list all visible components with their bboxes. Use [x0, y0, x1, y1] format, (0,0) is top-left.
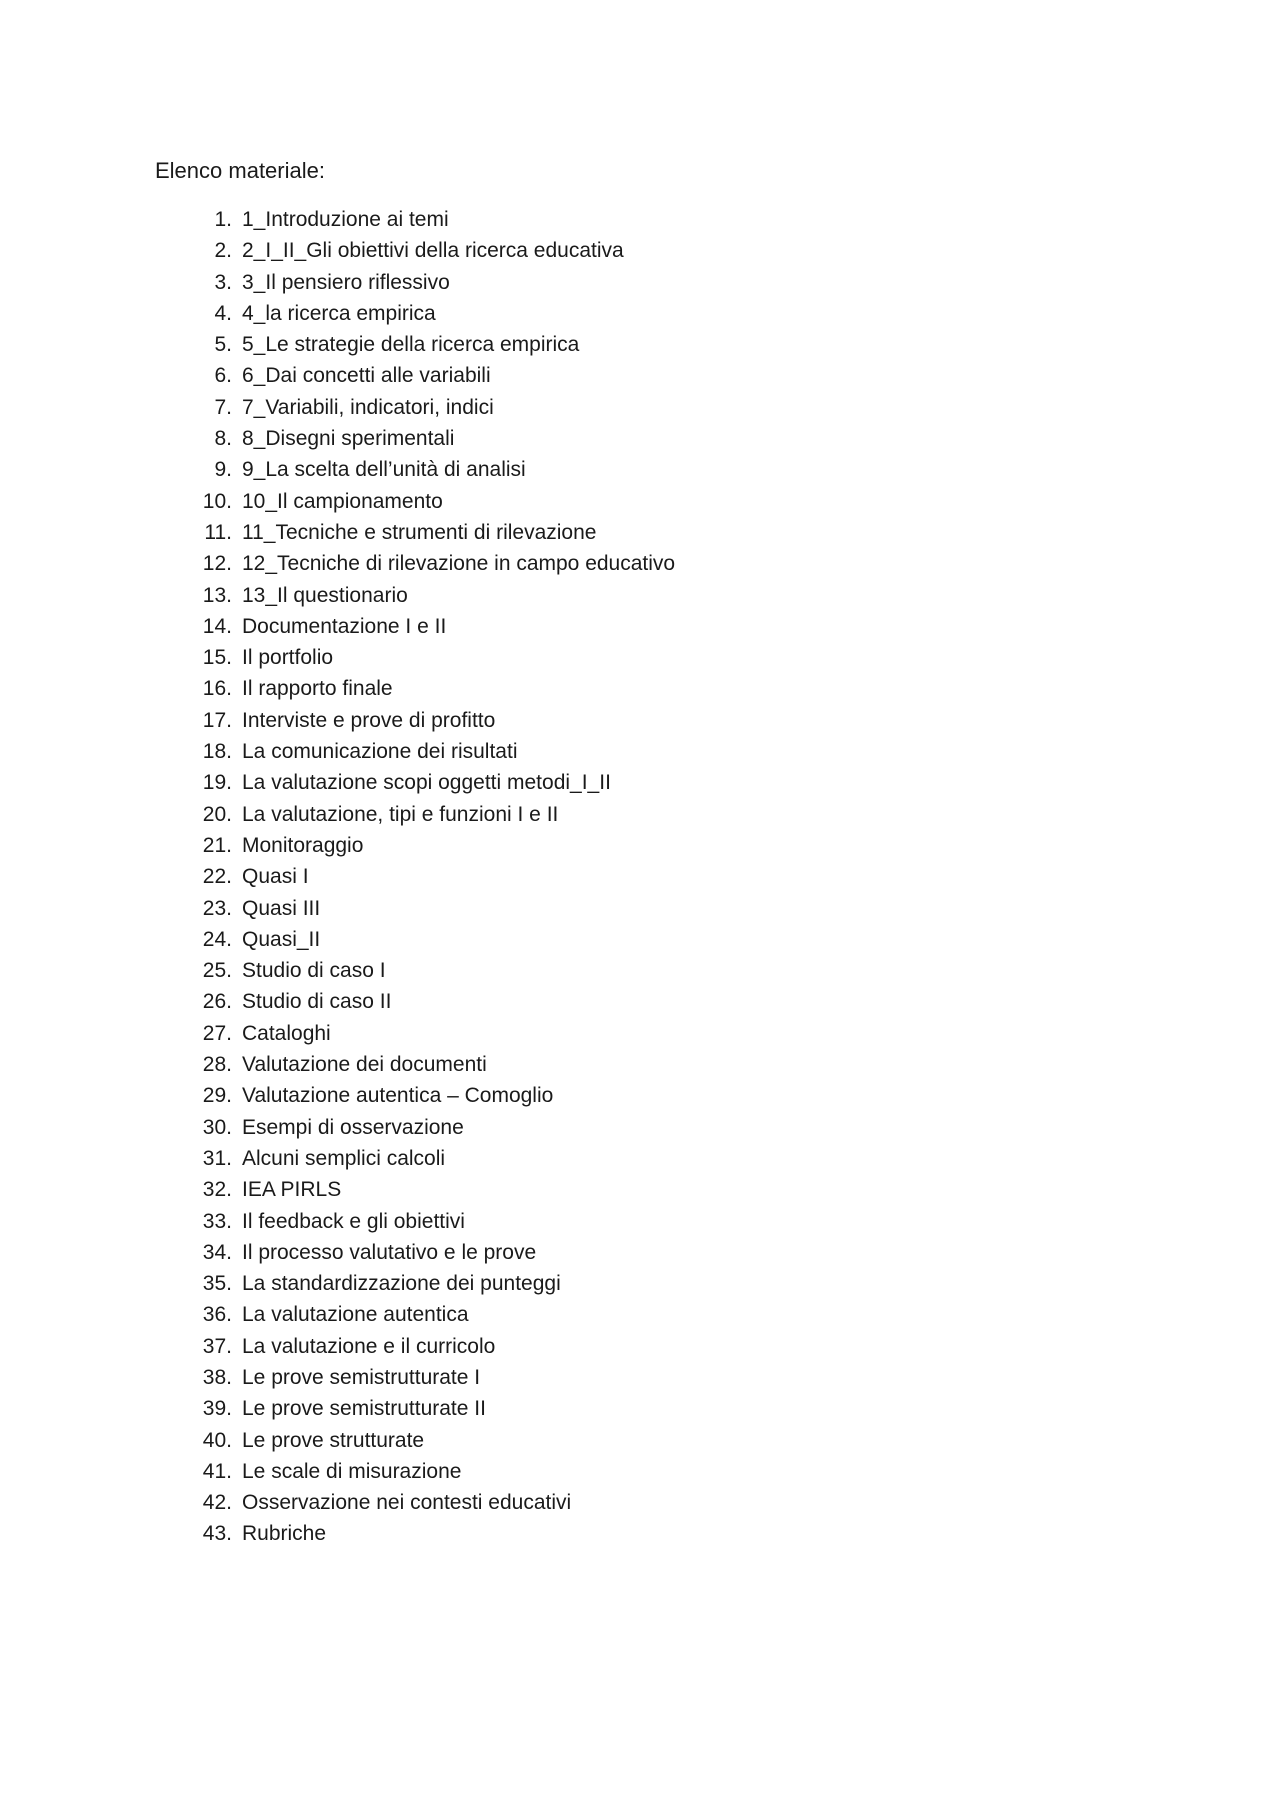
list-item-label: Documentazione I e II — [242, 614, 447, 638]
list-item-number: 6. — [214, 364, 232, 388]
list-item-label: 7_Variabili, indicatori, indici — [242, 395, 494, 419]
list-item-number: 7. — [214, 395, 232, 419]
list-item-number: 20. — [202, 802, 232, 826]
list-item — [155, 1206, 1055, 1237]
list-item — [155, 893, 1055, 924]
list-item-number: 39. — [202, 1397, 232, 1421]
list-item-label: 4_la ricerca empirica — [242, 301, 436, 325]
list-item-number: 31. — [202, 1146, 232, 1170]
list-item — [155, 1143, 1055, 1174]
list-item-number: 40. — [202, 1428, 232, 1452]
list-item-number: 13. — [202, 583, 232, 607]
list-item — [155, 1237, 1055, 1268]
document-heading: Elenco materiale: — [155, 158, 325, 183]
list-item — [155, 517, 1055, 548]
list-item — [155, 298, 1055, 329]
list-item — [155, 1331, 1055, 1362]
list-item-label: Le scale di misurazione — [242, 1459, 462, 1483]
list-item — [155, 1393, 1055, 1424]
list-item-label: Valutazione autentica – Comoglio — [242, 1084, 554, 1108]
list-item-number: 26. — [202, 990, 232, 1014]
list-item-label: Monitoraggio — [242, 833, 364, 857]
list-item-number: 35. — [202, 1272, 232, 1296]
list-item — [155, 548, 1055, 579]
list-item-number: 33. — [202, 1209, 232, 1233]
list-item — [155, 705, 1055, 736]
list-item-label: 5_Le strategie della ricerca empirica — [242, 333, 580, 357]
list-item-number: 11. — [204, 520, 232, 544]
list-item-number: 30. — [202, 1115, 232, 1139]
list-item — [155, 1049, 1055, 1080]
list-item-label: Quasi III — [242, 896, 321, 920]
list-item — [155, 454, 1055, 485]
list-item-label: IEA PIRLS — [242, 1178, 342, 1202]
list-item — [155, 1080, 1055, 1111]
list-item-label: Le prove semistrutturate I — [242, 1365, 481, 1389]
list-item-number: 4. — [214, 301, 232, 325]
list-item-label: Studio di caso II — [242, 990, 392, 1014]
list-item-number: 34. — [202, 1240, 232, 1264]
list-item-label: 10_Il campionamento — [242, 489, 443, 513]
list-item — [155, 736, 1055, 767]
list-item-label: Esempi di osservazione — [242, 1115, 464, 1139]
list-item-number: 5. — [214, 333, 232, 357]
list-item-label: La standardizzazione dei punteggi — [242, 1272, 561, 1296]
list-item — [155, 673, 1055, 704]
list-item-number: 9. — [214, 458, 232, 482]
list-item-number: 24. — [202, 927, 232, 951]
list-item-label: Osservazione nei contesti educativi — [242, 1491, 572, 1515]
list-item-number: 16. — [202, 677, 232, 701]
list-item-label: Rubriche — [242, 1522, 327, 1546]
list-item-label: Quasi_II — [242, 927, 321, 951]
list-item-label: 13_Il questionario — [242, 583, 408, 607]
list-item-label: Alcuni semplici calcoli — [242, 1146, 446, 1170]
list-item-label: 12_Tecniche di rilevazione in campo educativo — [242, 552, 676, 576]
list-item — [155, 580, 1055, 611]
list-item-label: Cataloghi — [242, 1021, 331, 1045]
list-item — [155, 955, 1055, 986]
list-item-label: 2_I_II_Gli obiettivi della ricerca educativa — [242, 239, 624, 263]
list-item-number: 25. — [202, 959, 232, 983]
material-list — [155, 204, 1055, 1550]
list-item — [155, 267, 1055, 298]
list-item — [155, 1018, 1055, 1049]
list-item — [155, 486, 1055, 517]
list-item-label: Quasi I — [242, 865, 309, 889]
list-item-label: La valutazione scopi oggetti metodi_I_II — [242, 771, 611, 795]
list-item-label: Il feedback e gli obiettivi — [242, 1209, 465, 1233]
list-item-number: 19. — [202, 771, 232, 795]
list-item-label: La valutazione, tipi e funzioni I e II — [242, 802, 559, 826]
list-item — [155, 767, 1055, 798]
list-item — [155, 1299, 1055, 1330]
list-item-number: 42. — [202, 1491, 232, 1515]
list-item — [155, 392, 1055, 423]
list-item-number: 36. — [202, 1303, 232, 1327]
list-item — [155, 1112, 1055, 1143]
list-item-label: 1_Introduzione ai temi — [242, 208, 449, 231]
list-item-number: 27. — [202, 1021, 232, 1045]
list-item-label: 3_Il pensiero riflessivo — [242, 270, 450, 294]
list-item — [155, 642, 1055, 673]
list-item — [155, 611, 1055, 642]
list-item — [155, 1362, 1055, 1393]
list-item — [155, 235, 1055, 266]
list-item — [155, 204, 1055, 235]
list-item-number: 17. — [202, 708, 232, 732]
list-item-label: Il rapporto finale — [242, 677, 393, 701]
list-item-label: La valutazione e il curricolo — [242, 1334, 496, 1358]
list-item — [155, 1518, 1055, 1549]
list-item — [155, 360, 1055, 391]
list-item-number: 29. — [202, 1084, 232, 1108]
list-item-number: 15. — [202, 646, 232, 670]
list-item-number: 23. — [202, 896, 232, 920]
list-item-number: 2. — [214, 239, 232, 263]
list-item-number: 38. — [202, 1365, 232, 1389]
list-item-number: 37. — [202, 1334, 232, 1358]
list-item-number: 32. — [202, 1178, 232, 1202]
list-item-label: Il portfolio — [242, 646, 334, 670]
list-item-label: La comunicazione dei risultati — [242, 740, 518, 764]
list-item-number: 18. — [202, 740, 232, 764]
list-item — [155, 1487, 1055, 1518]
list-item-number: 10. — [202, 489, 232, 513]
list-item-number: 21. — [202, 833, 232, 857]
list-item — [155, 799, 1055, 830]
list-item — [155, 986, 1055, 1017]
list-item-number: 22. — [202, 865, 232, 889]
list-item-label: Le prove semistrutturate II — [242, 1397, 486, 1421]
list-item-number: 41. — [202, 1459, 232, 1483]
list-item-label: 8_Disegni sperimentali — [242, 427, 455, 451]
list-item-number: 1. — [214, 208, 232, 231]
list-item-number: 14. — [202, 614, 232, 638]
list-item-label: Le prove strutturate — [242, 1428, 425, 1452]
list-item — [155, 1268, 1055, 1299]
list-item-label: Interviste e prove di profitto — [242, 708, 496, 732]
list-item-label: Valutazione dei documenti — [242, 1053, 487, 1077]
list-item — [155, 861, 1055, 892]
list-item — [155, 1174, 1055, 1205]
list-item-number: 28. — [202, 1053, 232, 1077]
list-item — [155, 924, 1055, 955]
list-item — [155, 830, 1055, 861]
list-item-label: Il processo valutativo e le prove — [242, 1240, 537, 1264]
list-item — [155, 1425, 1055, 1456]
list-item-number: 3. — [214, 270, 232, 294]
list-item-number: 8. — [214, 427, 232, 451]
list-item-label: 11_Tecniche e strumenti di rilevazione — [242, 520, 597, 544]
list-item-label: Studio di caso I — [242, 959, 386, 983]
list-item — [155, 1456, 1055, 1487]
list-item-number: 43. — [202, 1522, 232, 1546]
list-item — [155, 329, 1055, 360]
list-item-label: 6_Dai concetti alle variabili — [242, 364, 491, 388]
list-item-label: 9_La scelta dell’unità di analisi — [242, 458, 526, 482]
list-item-number: 12. — [202, 552, 232, 576]
list-item — [155, 423, 1055, 454]
list-item-label: La valutazione autentica — [242, 1303, 469, 1327]
